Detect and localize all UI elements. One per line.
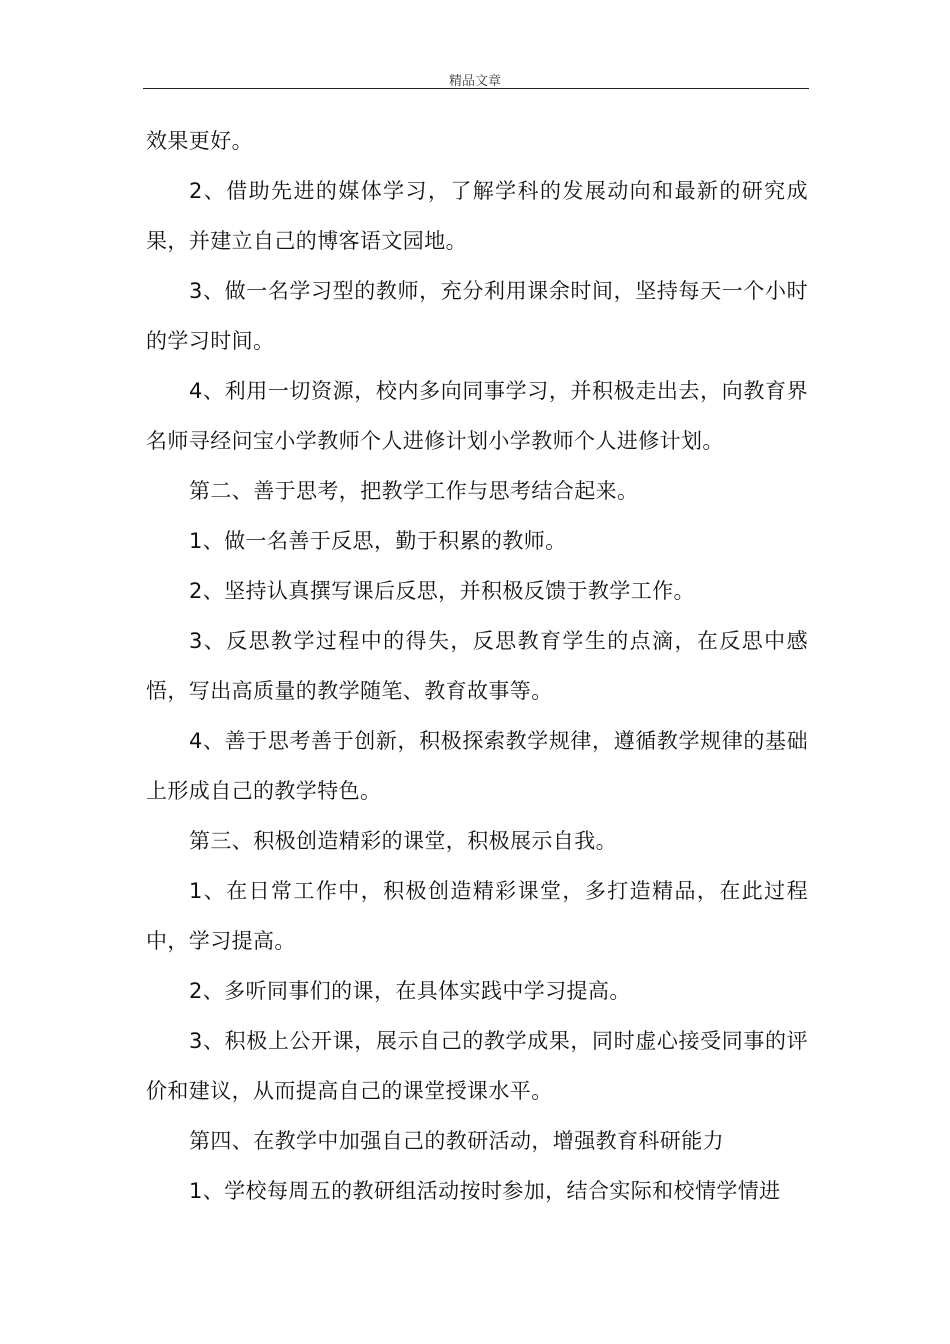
paragraph-item: 2、借助先进的媒体学习，了解学科的发展动向和最新的研究成果，并建立自己的博客语文园地。 [146,179,808,253]
section-heading: 第三、积极创造精彩的课堂，积极展示自我。 [189,829,617,853]
paragraph-item: 3、反思教学过程中的得失，反思教育学生的点滴，在反思中感悟，写出高质量的教学随笔、教育故事等。 [146,629,808,703]
document-body [146,116,808,1216]
paragraph-item: 2、多听同事们的课，在具体实践中学习提高。 [189,979,631,1003]
paragraph-item: 2、坚持认真撰写课后反思，并积极反馈于教学工作。 [189,579,695,603]
page-header-title: 精品文章 [448,74,501,89]
paragraph-item: 1、做一名善于反思，勤于积累的教师。 [189,529,567,553]
section-heading: 第四、在教学中加强自己的教研活动，增强教育科研能力 [189,1129,724,1153]
paragraph-item: 4、利用一切资源，校内多向同事学习，并积极走出去，向教育界名师寻经问宝小学教师个人进修计划小学教师个人进修计划。 [146,379,808,453]
section-heading: 第二、善于思考，把教学工作与思考结合起来。 [189,479,639,503]
paragraph-item: 1、学校每周五的教研组活动按时参加，结合实际和校情学情进 [189,1179,781,1203]
paragraph-continuation: 效果更好。 [146,129,253,153]
paragraph-item: 4、善于思考善于创新，积极探索教学规律，遵循教学规律的基础上形成自己的教学特色。 [146,729,808,803]
header-divider [143,88,809,89]
paragraph-item: 3、做一名学习型的教师，充分利用课余时间，坚持每天一个小时的学习时间。 [146,279,808,353]
paragraph-item: 1、在日常工作中，积极创造精彩课堂，多打造精品，在此过程中，学习提高。 [146,879,808,953]
paragraph-item: 3、积极上公开课，展示自己的教学成果，同时虚心接受同事的评价和建议，从而提高自己的课堂授课水平。 [146,1029,808,1103]
